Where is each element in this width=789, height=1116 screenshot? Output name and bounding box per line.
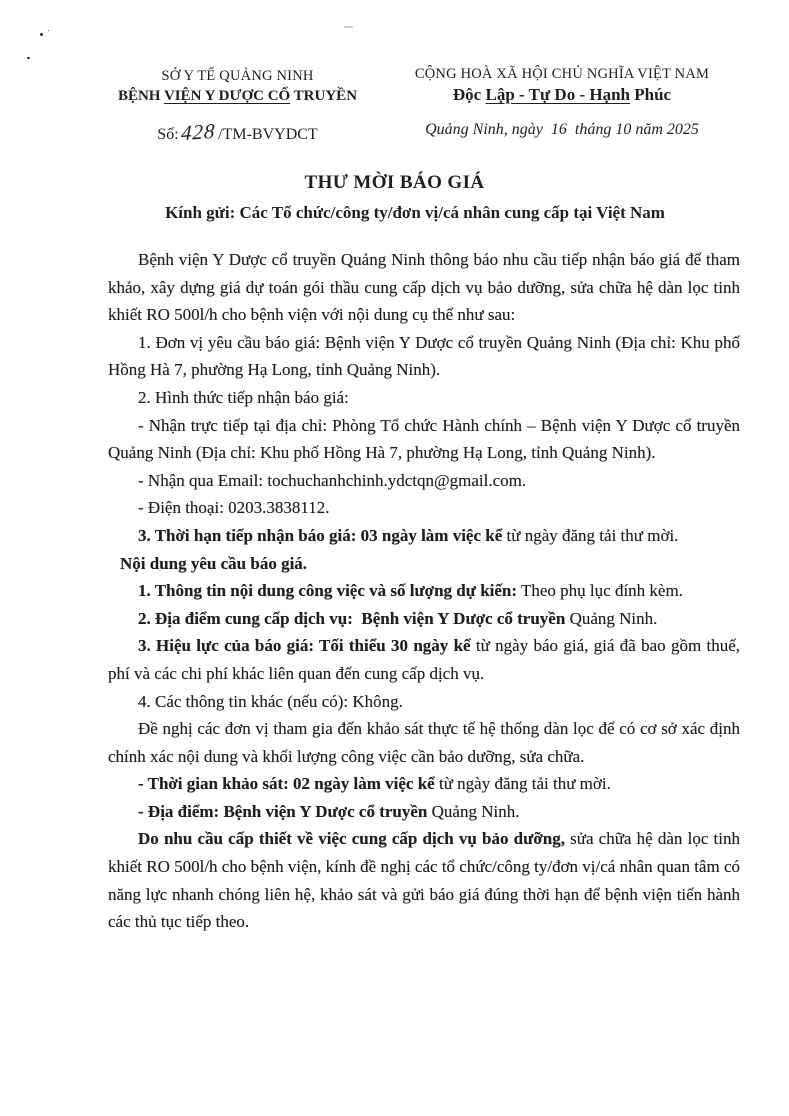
paragraph-work-info — [108, 577, 740, 605]
document-number — [85, 118, 390, 146]
handwritten-number: 428 — [180, 118, 216, 146]
scan-speckle — [344, 26, 353, 28]
paragraph-service-location — [108, 605, 740, 633]
text-run: Lập - Tự Do - Hạnh — [485, 85, 630, 104]
paragraph-direct-address — [108, 412, 745, 467]
paragraph-quote-validity — [108, 632, 745, 687]
text-run: từ ngày đăng tải thư mời. — [434, 774, 611, 794]
paragraph-reception-method — [108, 384, 740, 412]
document-number-prefix: Số: — [157, 126, 179, 143]
text-run: - Địa điểm: Bệnh viện Y Dược cổ truyền — [138, 801, 428, 821]
text-run: VIỆN Y DƯỢC CỔ — [163, 88, 291, 104]
scan-speckle — [40, 33, 43, 36]
text-run: - Điện thoại: 0203.3838112. — [138, 498, 330, 518]
parent-org-name: SỞ Y TẾ QUẢNG NINH — [161, 68, 314, 84]
text-run: từ ngày báo giá, giá đã bao gồm thuế, phí và các chi phí khác liên quan đến cung cấp dịch vụ. — [108, 636, 745, 683]
text-run: Độc — [452, 85, 486, 104]
text-run: - Nhận trực tiếp tại địa chỉ: Phòng Tổ chức Hành chính – Bệnh viện Y Dược cổ truyền Quảng Ninh (Địa chỉ: Khu phố Hồng Hà 7, phường Hạ Long, tỉnh Quảng Ninh). — [108, 415, 745, 463]
text-run: 2. Địa điểm cung cấp dịch vụ: Bệnh viện Y Dược cổ truyền — [138, 608, 566, 628]
paragraph-other-info — [108, 688, 740, 716]
text-run: sửa chữa hệ dàn lọc tinh khiết RO 500l/h cho bệnh viện, kính đề nghị các tổ chức/công ty/đơn vị/cá nhân quan tâm có năng lực nhanh chóng liên hệ, khảo sát và gửi báo giá đúng thời hạn để bệnh viện tiến hành các thủ tục tiếp theo. — [108, 829, 745, 932]
salutation-line: Kính gửi: Các Tổ chức/công ty/đơn vị/cá nhân cung cấp tại Việt Nam — [165, 203, 665, 222]
scan-speckle — [27, 57, 30, 59]
paragraph-phone — [108, 494, 740, 522]
text-run: 4. Các thông tin khác (nếu có): Không. — [138, 691, 403, 711]
text-run: 1. Thông tin nội dung công việc và số lượng dự kiến: — [138, 581, 518, 601]
text-run: - Thời gian khảo sát: 02 ngày làm việc kể — [138, 774, 435, 794]
text-run: 2. Hình thức tiếp nhận báo giá: — [138, 387, 349, 407]
document-title: THƯ MỜI BÁO GIÁ — [304, 172, 485, 193]
paragraph-survey-location — [108, 798, 740, 826]
section-heading-quote-requirements — [108, 550, 740, 578]
hospital-name — [85, 88, 390, 105]
text-run: Nội dung yêu cầu báo giá. — [120, 553, 308, 573]
paragraph-closing — [108, 825, 745, 935]
paragraph-deadline — [108, 522, 740, 550]
paragraph-survey-time — [108, 770, 740, 798]
paragraph-requesting-unit — [108, 329, 745, 384]
text-run: - Nhận qua Email: tochuchanhchinh.ydctqn@gmail.com. — [138, 470, 527, 490]
paragraph-intro — [108, 246, 745, 329]
issuing-org-block — [85, 68, 390, 144]
national-motto — [388, 85, 736, 105]
text-run: Bệnh viện Y Dược cổ truyền Quảng Ninh thông báo nhu cầu tiếp nhận báo giá để tham khảo, xây dựng giá dự toán gói thầu cung cấp dịch vụ bảo dưỡng, sửa chữa hệ dàn lọc tinh khiết RO 500l/h cho bệnh viện với nội dung cụ thể như sau: — [108, 250, 745, 325]
text-run: Do nhu cầu cấp thiết về việc cung cấp dịch vụ bảo dưỡng, — [138, 829, 565, 849]
text-run: Đề nghị các đơn vị tham gia đến khảo sát thực tế hệ thống dàn lọc để có cơ sở xác định chính xác nội dung và khối lượng công việc cần bảo dưỡng, sửa chữa. — [108, 719, 745, 766]
document-body — [108, 246, 745, 936]
place-date-line: Quảng Ninh, ngày 16 tháng 10 năm 2025 — [425, 121, 699, 138]
text-run: Quảng Ninh. — [565, 608, 658, 628]
text-run: 3. Thời hạn tiếp nhận báo giá: 03 ngày làm việc kể — [138, 525, 503, 545]
text-run: Quảng Ninh. — [427, 801, 520, 821]
text-run: 1. Đơn vị yêu cầu báo giá: Bệnh viện Y Dược cổ truyền Quảng Ninh (Địa chỉ: Khu phố Hồng Hà 7, phường Hạ Long, tỉnh Quảng Ninh). — [108, 332, 745, 380]
national-title: CỘNG HOÀ XÃ HỘI CHỦ NGHĨA VIỆT NAM — [414, 66, 710, 82]
text-run: từ ngày đăng tải thư mời. — [502, 525, 679, 545]
paragraph-survey-request — [108, 715, 745, 770]
paragraph-email — [108, 467, 740, 495]
text-run: BỆNH — [117, 88, 164, 104]
text-run: TRUYỀN — [290, 88, 358, 104]
document-number-suffix: /TM-BVYDCT — [218, 126, 318, 143]
text-run: 3. Hiệu lực của báo giá: Tối thiểu 30 ngày kể — [138, 636, 471, 656]
national-motto-block — [388, 66, 736, 139]
text-run: Phúc — [630, 85, 672, 104]
text-run: Theo phụ lục đính kèm. — [517, 581, 683, 601]
